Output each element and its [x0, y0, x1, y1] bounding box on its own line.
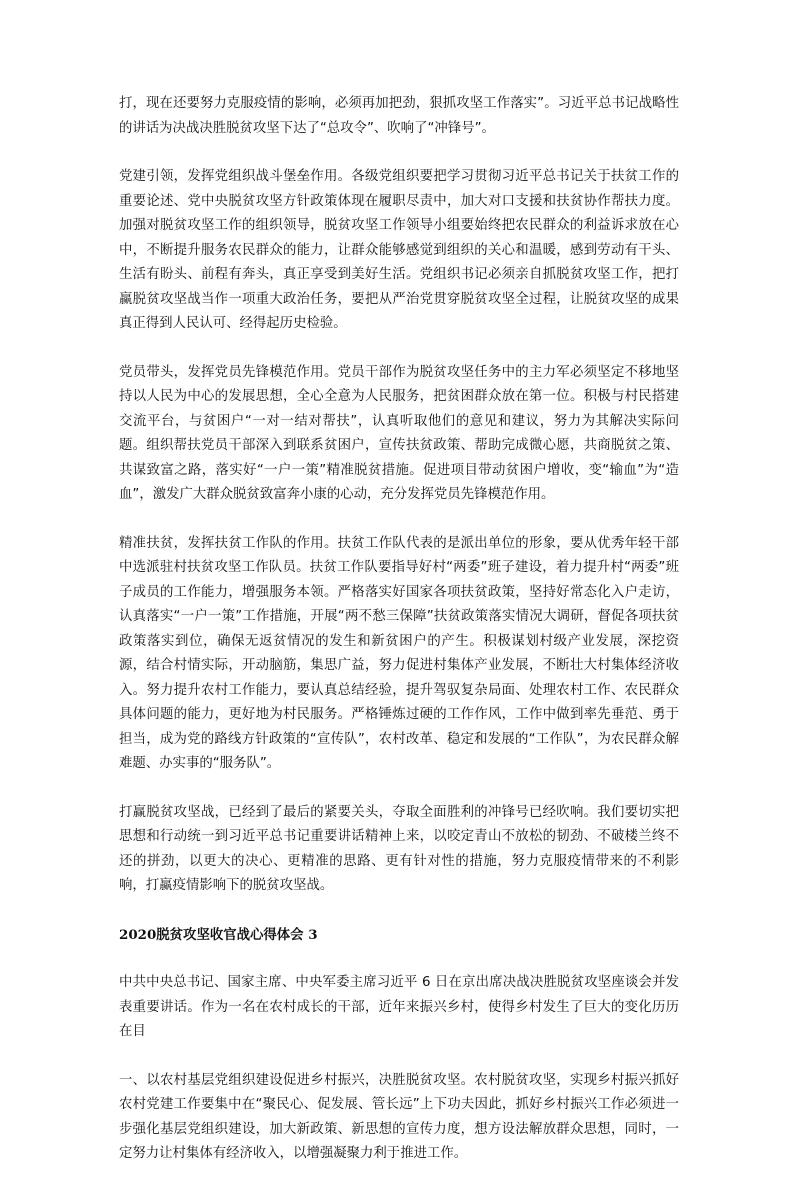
paragraph-section3-point-one: 一、以农村基层党组织建设促进乡村振兴，决胜脱贫攻坚。农村脱贫攻坚，实现乡村振兴抓好农村党建工作要集中在“聚民心、促发展、管长远”上下功夫因此，抓好乡村振兴工作必须进一步强化基层党组织建设，加大新政策、新思想的宣传力度，想方设法解放群众思想，同时，一定努力让村集体有经济收入，以增强凝聚力利于推进工作。 — [119, 1072, 679, 1161]
paragraph-party-building: 党建引领，发挥党组织战斗堡垒作用。各级党组织要把学习贯彻习近平总书记关于扶贫工作的重要论述、党中央脱贫攻坚方针政策体现在履职尽责中，加大对口支援和扶贫协作帮扶力度。加强对脱贫攻坚工作的组织领导，脱贫攻坚工作领导小组要始终把农民群众的利益诉求放在心中，不断提升服务农民群众的能力，让群众能够感觉到组织的关心和温暖，感到劳动有干头、生活有盼头、前程有奔头，真正享受到美好生活。党组织书记必须亲自抓脱贫攻坚工作，把打赢脱贫攻坚战当作一项重大政治任务，要把从严治党贯穿脱贫攻坚全过程，让脱贫攻坚的成果真正得到人民认可、经得起历史检验。 — [119, 169, 679, 331]
document-page — [119, 92, 679, 1191]
paragraph-party-members: 党员带头，发挥党员先锋模范作用。党员干部作为脱贫攻坚任务中的主力军必须坚定不移地坚持以人民为中心的发展思想，全心全意为人民服务，把贫困群众放在第一位。积极与村民搭建交流平台，与贫困户“一对一结对帮扶”，认真听取他们的意见和建议，努力为其解决实际问题。组织帮扶党员干部深入到联系贫困户，宣传扶贫政策、帮助完成微心愿，共商脱贫之策、共谋致富之路，落实好“一户一策”精准脱贫措施。促进项目带动贫困户增收，变“输血”为“造血”，激发广大群众脱贫致富奔小康的心动，充分发挥党员先锋模范作用。 — [119, 364, 679, 502]
paragraph-intro-continuation: 打，现在还要努力克服疫情的影响，必须再加把劲，狠抓攻坚工作落实”。习近平总书记战略性的讲话为决战决胜脱贫攻坚下达了“总攻令”、吹响了“冲锋号”。 — [119, 96, 679, 136]
paragraph-section3-intro: 中共中央总书记、国家主席、中央军委主席习近平 6 日在京出席决战决胜脱贫攻坚座谈会并发表重要讲话。作为一名在农村成长的干部，近年来振兴乡村，使得乡村发生了巨大的变化历历在目 — [119, 975, 679, 1039]
section-heading: 2020脱贫攻坚收官战心得体会 3 — [119, 926, 318, 943]
paragraph-poverty-work-team: 精准扶贫，发挥扶贫工作队的作用。扶贫工作队代表的是派出单位的形象，要从优秀年轻干部中选派驻村扶贫攻坚工作队员。扶贫工作队要指导好村“两委”班子建设，着力提升村“两委”班子成员的工作能力，增强服务本领。严格落实好国家各项扶贫政策，坚持好常态化入户走访，认真落实“一户一策”工作措施，开展“两不愁三保障”扶贫政策落实情况大调研，督促各项扶贫政策落实到位，确保无返贫情况的发生和新贫困户的产生。积极谋划村级产业发展，深挖资源，结合村情实际，开动脑筋，集思广益，努力促进村集体产业发展，不断壮大村集体经济收入。努力提升农村工作能力，要认真总结经验，提升驾驭复杂局面、处理农村工作、农民群众具体问题的能力，更好地为村民服务。严格锤炼过硬的工作作风，工作中做到率先垂范、勇于担当，成为党的路线方针政策的“宣传队”，农村改革、稳定和发展的“工作队”，为农民群众解难题、办实事的“服务队”。 — [119, 535, 679, 771]
paragraph-conclusion: 打赢脱贫攻坚战，已经到了最后的紧要关头，夺取全面胜利的冲锋号已经吹响。我们要切实把思想和行动统一到习近平总书记重要讲话精神上来，以咬定青山不放松的韧劲、不破楼兰终不还的拼劲，以更大的决心、更精准的思路、更有针对性的措施，努力克服疫情带来的不利影响，打赢疫情影响下的脱贫攻坚战。 — [119, 804, 679, 893]
